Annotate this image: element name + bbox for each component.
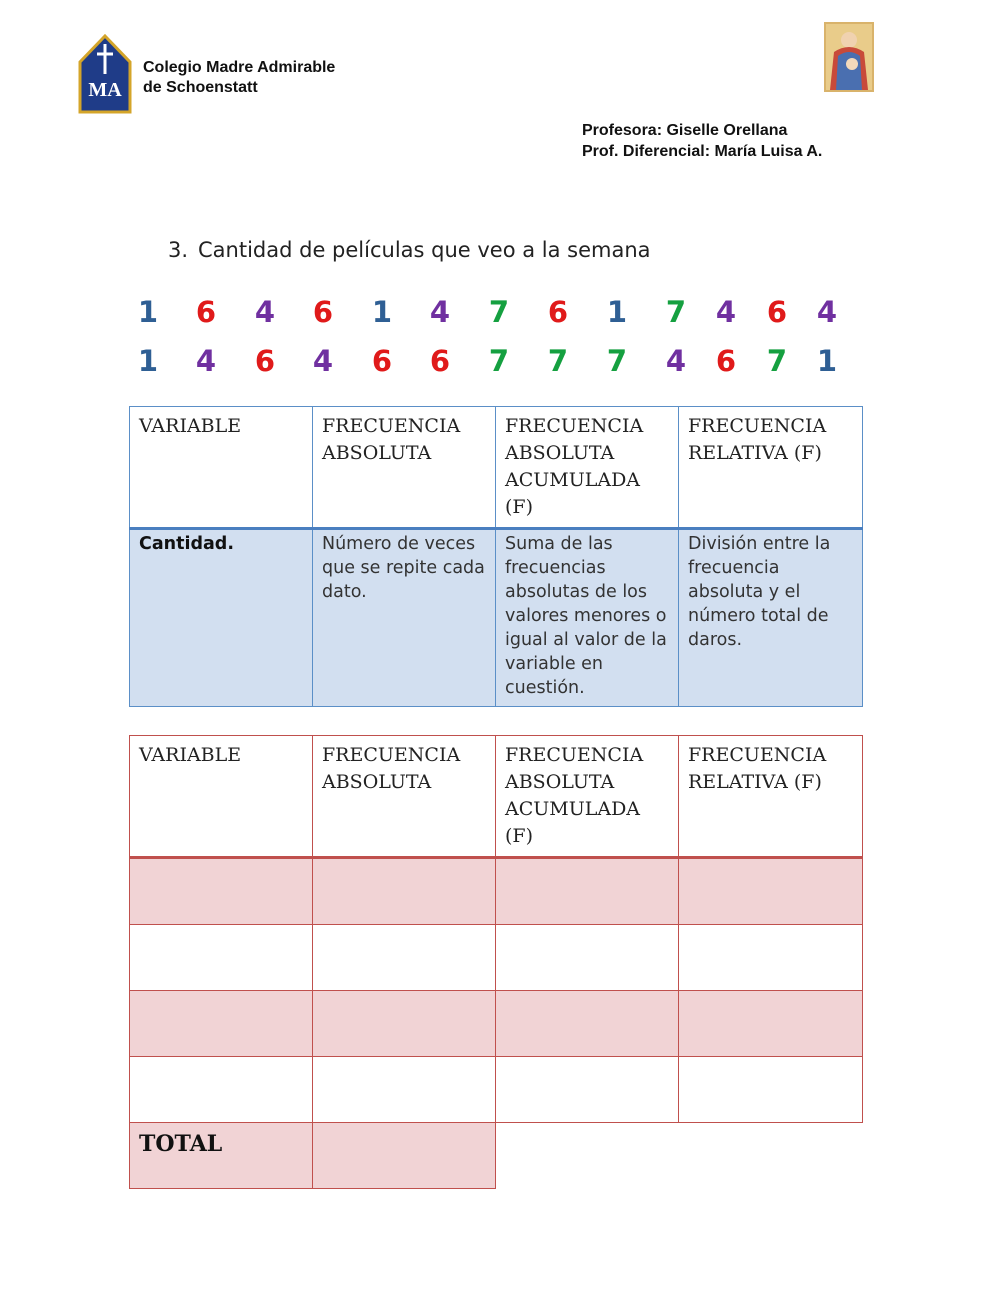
data-number: 4 xyxy=(312,344,334,378)
answer-cell-variable[interactable] xyxy=(130,858,313,925)
data-number: 6 xyxy=(429,344,451,378)
data-number: 1 xyxy=(137,295,159,329)
data-number: 4 xyxy=(254,295,276,329)
answer-cell-variable[interactable] xyxy=(130,991,313,1057)
answer-cell-variable[interactable] xyxy=(130,1057,313,1123)
data-number: 1 xyxy=(371,295,393,329)
data-number: 1 xyxy=(137,344,159,378)
diff-teacher-name: Prof. Diferencial: María Luisa A. xyxy=(582,143,823,160)
header-frecuencia-relativa: FRECUENCIA RELATIVA (F) xyxy=(679,407,863,529)
reference-body-row xyxy=(130,529,863,707)
header-variable: VARIABLE xyxy=(130,407,313,529)
data-number: 1 xyxy=(606,295,628,329)
answer-row-4 xyxy=(130,1057,863,1123)
data-number: 4 xyxy=(195,344,217,378)
logo-letters: MA xyxy=(88,79,122,101)
answer-cell-absoluta[interactable] xyxy=(313,858,496,925)
question-title xyxy=(168,238,651,262)
answer-cell-absoluta[interactable] xyxy=(313,991,496,1057)
question-number: 3. xyxy=(168,238,189,262)
data-number: 7 xyxy=(606,344,628,378)
answer-cell-acumulada[interactable] xyxy=(496,858,679,925)
data-number: 7 xyxy=(665,295,687,329)
answer-cell-relativa[interactable] xyxy=(679,858,863,925)
answer-cell-relativa[interactable] xyxy=(679,1057,863,1123)
data-number: 6 xyxy=(547,295,569,329)
answer-cell-acumulada[interactable] xyxy=(496,1057,679,1123)
data-number: 6 xyxy=(254,344,276,378)
answer-cell-relativa[interactable] xyxy=(679,925,863,991)
answer-row-3 xyxy=(130,991,863,1057)
answer-cell-absoluta[interactable] xyxy=(313,1057,496,1123)
answer-cell-acumulada[interactable] xyxy=(496,925,679,991)
teacher-block xyxy=(582,120,822,162)
data-number: 4 xyxy=(715,295,737,329)
answer-table xyxy=(129,735,863,1189)
reference-acumulada: Suma de las frecuencias absolutas de los valores menores o igual al valor de la variable en cuestión. xyxy=(496,529,679,707)
school-name xyxy=(143,58,335,98)
data-number: 4 xyxy=(665,344,687,378)
answer-row-2 xyxy=(130,925,863,991)
answer-header-variable: VARIABLE xyxy=(130,736,313,858)
reference-relativa: División entre la frecuencia absoluta y el número total de daros. xyxy=(679,529,863,707)
question-text: Cantidad de películas que veo a la semana xyxy=(198,238,651,262)
header-frecuencia-absoluta: FRECUENCIA ABSOLUTA xyxy=(313,407,496,529)
reference-table xyxy=(129,406,863,707)
data-row-2 xyxy=(0,341,1000,381)
data-number: 1 xyxy=(816,344,838,378)
answer-cell-relativa[interactable] xyxy=(679,991,863,1057)
answer-cell-variable[interactable] xyxy=(130,925,313,991)
data-number: 7 xyxy=(488,295,510,329)
data-number: 4 xyxy=(429,295,451,329)
school-logo xyxy=(76,34,134,116)
answer-total-row xyxy=(130,1123,863,1189)
answer-row-1 xyxy=(130,858,863,925)
data-number: 6 xyxy=(371,344,393,378)
empty-cell xyxy=(496,1123,679,1189)
virgin-mary-image xyxy=(824,22,874,92)
data-number: 7 xyxy=(547,344,569,378)
answer-cell-acumulada[interactable] xyxy=(496,991,679,1057)
data-number: 4 xyxy=(816,295,838,329)
data-number: 6 xyxy=(312,295,334,329)
answer-header-frecuencia-relativa: FRECUENCIA RELATIVA (F) xyxy=(679,736,863,858)
data-number: 6 xyxy=(766,295,788,329)
answer-cell-absoluta[interactable] xyxy=(313,925,496,991)
data-number: 6 xyxy=(715,344,737,378)
reference-header-row xyxy=(130,407,863,529)
reference-variable: Cantidad. xyxy=(130,529,313,707)
school-name-line1: Colegio Madre Admirable xyxy=(143,59,336,76)
data-row-1 xyxy=(0,292,1000,332)
answer-header-frecuencia-acumulada: FRECUENCIA ABSOLUTA ACUMULADA (F) xyxy=(496,736,679,858)
answer-header-frecuencia-absoluta: FRECUENCIA ABSOLUTA xyxy=(313,736,496,858)
school-name-line2: de Schoenstatt xyxy=(143,79,258,96)
data-number: 7 xyxy=(488,344,510,378)
total-absoluta-cell[interactable] xyxy=(313,1123,496,1189)
answer-header-row xyxy=(130,736,863,858)
empty-cell xyxy=(679,1123,863,1189)
header-frecuencia-acumulada: FRECUENCIA ABSOLUTA ACUMULADA (F) xyxy=(496,407,679,529)
total-label: TOTAL xyxy=(130,1123,313,1189)
teacher-name: Profesora: Giselle Orellana xyxy=(582,122,788,139)
reference-absoluta: Número de veces que se repite cada dato. xyxy=(313,529,496,707)
data-number: 6 xyxy=(195,295,217,329)
data-number: 7 xyxy=(766,344,788,378)
